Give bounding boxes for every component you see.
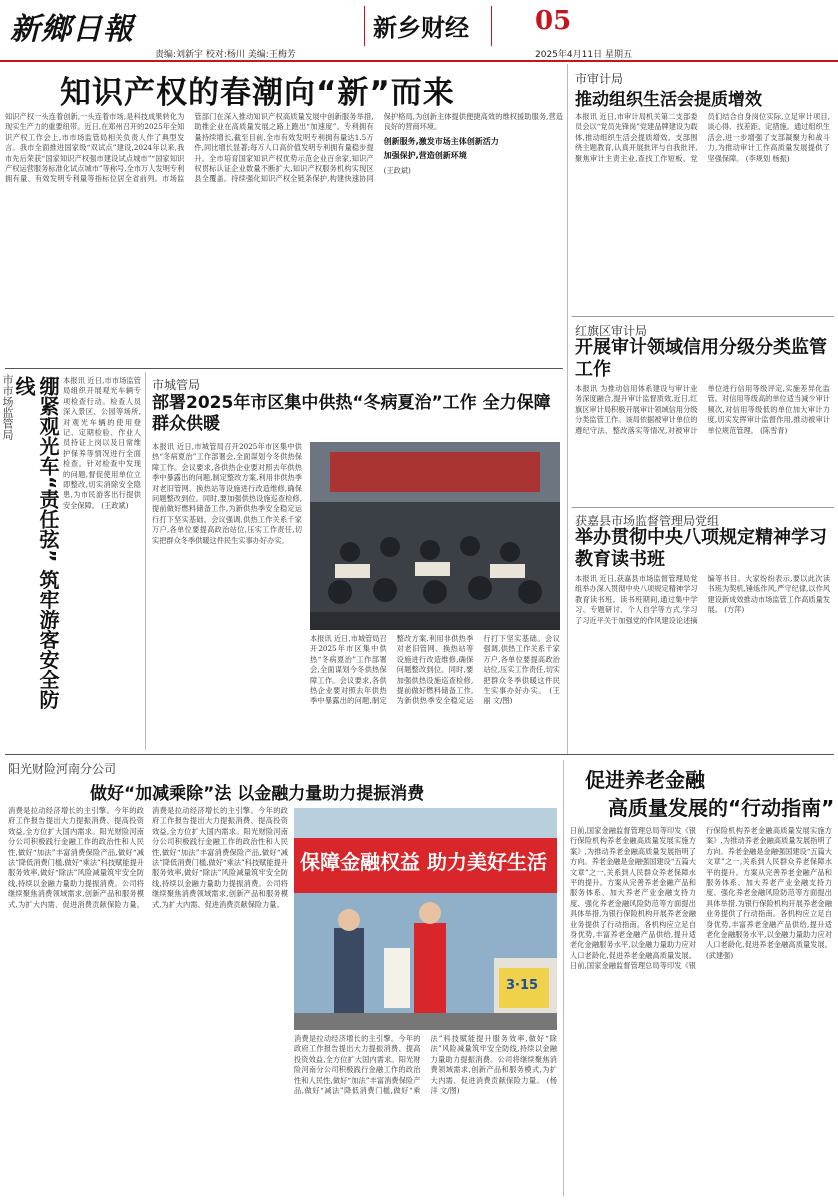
heating-article-cont (310, 634, 560, 744)
page-title: 新乡财经 (373, 14, 469, 42)
byline: (武建强) (706, 950, 734, 960)
lead-article (5, 112, 563, 364)
masthead-divider (364, 6, 365, 46)
section-rule (572, 507, 834, 508)
market-body: 本报讯 近日,获嘉县市场监督管理局党组举办深入贯彻中央八项规定精神学习教育读书班。读书班期间,通过集中学习、专题研讨、个人自学等方式,学习了习近平关于加强党的作风建设论述摘编等书目。大家纷纷表示,要以此次读书班为契机,锤炼作风,严守纪律,以作风建设新成效推动市场监管工作高质量发展。 (575, 574, 830, 625)
finance-body: 消费是拉动经济增长的主引擎。今年的政府工作报告提出大力提振消费、提高投资效益,全方位扩大国内需求。阳光财险河南分公司积极践行金融工作的政治性和人民性,做好“加法”丰富消费保险产品,做好“减法”降低消费门槛,做好“乘法”科技赋能提升服务效率,做好“除法”风险减量筑牢安全防线,持续以金融力量助力提振消费。公司将继续聚焦消费领域需求,创新产品和服务模式,为扩大内需、促进消费贡献保险力量。 (8, 806, 144, 909)
byline: (王政斌) (101, 500, 129, 510)
kicker: 获嘉县市场监督管理局党组 (575, 514, 720, 528)
column-rule (567, 64, 568, 754)
banner-text: 保障金融权益 助力美好生活 (300, 850, 547, 874)
finance-article-cont (294, 1034, 557, 1194)
page-number: 05 (535, 6, 572, 36)
heating-headline: 部署2025年市区集中供热“冬病夏治”工作 全力保障群众供暖 (152, 393, 551, 434)
column-rule (145, 372, 146, 750)
staff-credits: 责编:刘新宇 校对:杨川 美编:王梅芳 (155, 50, 296, 60)
byline: (王丽 文/图) (483, 686, 560, 706)
sightseeing-headline: 绷紧观光车“责任弦” 筑牢游客安全防线 (12, 376, 60, 710)
byline: (方萍) (724, 605, 745, 615)
byline: (陈雪青) (760, 425, 788, 435)
byline: (李规划 杨振) (745, 153, 790, 163)
finance-headline: 做好“加减乘除”法 以金融力量助力提振消费 (90, 784, 425, 804)
kicker: 市市场监管局 (1, 374, 14, 440)
plan-article (575, 112, 830, 312)
sightseeing-article (63, 376, 141, 736)
section-rule (5, 754, 834, 755)
audit-article (575, 384, 830, 502)
masthead-rule (0, 60, 838, 62)
byline: (王政斌) (383, 165, 411, 175)
sightseeing-body: 本报讯 近日,市市场监管局组织开展观光车辆专项检查行动。检查人员深入景区、公园等场所,对观光车辆的使用登记、定期检验、作业人员持证上岗以及日常维护保养等情况进行全面检查。针对检查中发现的问题,督促使用单位立即整改,切实消除安全隐患,为市民游客出行提供安全保障。 (63, 376, 141, 510)
lead-body: 知识产权一头连着创新,一头连着市场,是科技成果转化为现实生产力的重要纽带。近日,在郑州召开的2025年全知识产权工作会上,市市场监管局相关负责人作了典型发言。我市全面推进国家级“双试点”建设,2024年以来,我市先后荣获“国家知识产权强市建设试点城市”“国家知识产权运营服务标准化试点城市”等称号,全市万人发明专利拥有量、有效发明专利量等指标位居全省前列。市场监管部门在深入推动知识产权高质量发展中创新服务举措,助推企业在高质量发展之路上跑出“加速度”。专利拥有量持续增长,截至目前,全市有效发明专利拥有量达1.5万件,同比增长显著;每万人口高价值发明专利拥有量稳步提升。全市培育国家知识产权优势示范企业百余家,知识产权贯标认证企业数量不断扩大,知识产权服务机构实现区县全覆盖。持续强化知识产权全链条保护,构建快速协同保护格局,为创新主体提供便捷高效的维权援助服务,营造良好的营商环境。 (5, 112, 563, 184)
kicker: 红旗区审计局 (575, 324, 648, 338)
market-headline: 举办贯彻中央八项规定精神学习教育读书班 (575, 527, 827, 570)
market-article (575, 574, 830, 746)
pension-article (570, 826, 832, 1194)
newspaper-logo: 新鄉日報 (10, 12, 134, 47)
kicker: 市城管局 (152, 378, 201, 392)
audit-body: 本报讯 为推动信用体系建设与审计业务深度融合,提升审计监督质效,近日,红旗区审计局积极开展审计领域信用分级分类监管工作。该局依据被审计单位的遵纪守法、整改落实等情况,对被审计单位进行信用等级评定,实施差异化监管。对信用等级高的单位适当减少审计频次,对信用等级低的单位加大审计力度,切实发挥审计监督作用,推动被审计单位规范管理。 (575, 384, 830, 435)
banner-315: 3·15 (506, 978, 539, 993)
heating-body: 本报讯 近日,市城管局召开2025年市区集中供热“冬病夏治”工作部署会,全面谋划今冬供热保障工作。会议要求,各供热企业要对照去年供热季中暴露出的问题,制定整改方案,利用非供热季对老旧管网、换热站等设施进行改造维修,确保问题整改到位。同时,要加强供热设施巡查检修,提前做好燃料储备工作,为新供热季安全稳定运行打下坚实基础。会议强调,供热工作关系千家万户,各单位要提高政治站位,压实工作责任,切实把群众冬季供暖这件民生实事办好办实。 (310, 634, 560, 706)
audit-headline: 开展审计领域信用分级分类监管工作 (575, 337, 827, 380)
heating-body: 本报讯 近日,市城管局召开2025年市区集中供热“冬病夏治”工作部署会,全面谋划今冬供热保障工作。会议要求,各供热企业要对照去年供热季中暴露出的问题,制定整改方案,利用非供热季对老旧管网、换热站等设施进行改造维修,确保问题整改到位。同时,要加强供热设施巡查检修,提前做好燃料储备工作,为新供热季安全稳定运行打下坚实基础。会议强调,供热工作关系千家万户,各单位要提高政治站位,压实工作责任,切实把群众冬季供暖这件民生实事办好办实。 (152, 442, 302, 545)
masthead-divider (491, 6, 492, 46)
finance-body: 消费是拉动经济增长的主引擎。今年的政府工作报告提出大力提振消费、提高投资效益,全方位扩大国内需求。阳光财险河南分公司积极践行金融工作的政治性和人民性,做好“加法”丰富消费保险产品,做好“减法”降低消费门槛,做好“乘法”科技赋能提升服务效率,做好“除法”风险减量筑牢安全防线,持续以金融力量助力提振消费。公司将继续聚焦消费领域需求,创新产品和服务模式,为扩大内需、促进消费贡献保险力量。 (294, 1034, 557, 1096)
finance-article (8, 806, 288, 1196)
kicker: 阳光财险河南分公司 (8, 762, 117, 776)
section-rule (5, 368, 563, 369)
campaign-photo (294, 808, 557, 1030)
lead-headline: 知识产权的春潮向“新”而来 (60, 75, 455, 111)
column-rule (563, 760, 564, 1196)
lead-subheading: 创新服务,激发市场主体创新活力 (383, 136, 499, 146)
pension-headline: 高质量发展的“行动指南” (608, 796, 835, 820)
section-rule (572, 316, 834, 317)
pension-body: 日前,国家金融监督管理总局等印发《银行保险机构养老金融高质量发展实施方案》,为推动养老金融高质量发展指明了方向。养老金融是金融强国建设“五篇大文章”之一,关系到人民群众养老保障水平的提升。方案从完善养老金融产品和服务体系、加大养老产业金融支持力度、强化养老金融风险防范等方面提出具体举措,为银行保险机构开展养老金融业务提供了行动指南。各机构应立足自身优势,丰富养老金融产品供给,提升适老化金融服务水平,以金融力量助力应对人口老龄化,促进养老金融高质量发展。 (570, 826, 832, 971)
plan-body: 本报讯 近日,市审计局机关第二支部委员会以“党员先锋岗”党建品牌建设为载体,推动组织生活会提质增效。支部围绕主题教育,认真开展批评与自我批评,聚焦审计主责主业,查找工作短板。党员们结合自身岗位实际,立足审计项目,谈心得、找差距、定措施。通过组织生活会,进一步增强了支部凝聚力和战斗力,为推动审计工作高质量发展提供了坚强保障。 (575, 112, 830, 163)
lead-subheading: 加强保护,营造创新环境 (383, 151, 467, 161)
finance-body: 消费是拉动经济增长的主引擎。今年的政府工作报告提出大力提振消费、提高投资效益,全方位扩大国内需求。阳光财险河南分公司积极践行金融工作的政治性和人民性,做好“加法”丰富消费保险产品,做好“减法”降低消费门槛,做好“乘法”科技赋能提升服务效率,做好“除法”风险减量筑牢安全防线,持续以金融力量助力提振消费。公司将继续聚焦消费领域需求,创新产品和服务模式,为扩大内需、促进消费贡献保险力量。 (152, 806, 288, 909)
heating-article (152, 442, 302, 750)
pension-body: 日前,国家金融监督管理总局等印发《银行保险机构养老金融高质量发展实施方案》,为推动养老金融高质量发展指明了方向。养老金融是金融强国建设“五篇大文章”之一,关系到人民群众养老保障水平的提升。方案从完善养老金融产品和服务体系、加大养老产业金融支持力度、强化养老金融风险防范等方面提出具体举措,为银行保险机构开展养老金融业务提供了行动指南。各机构应立足自身优势,丰富养老金融产品供给,提升适老化金融服务水平,以金融力量助力应对人口老龄化,促进养老金融高质量发展。 (570, 826, 696, 960)
meeting-photo (310, 442, 560, 630)
plan-headline: 推动组织生活会提质增效 (575, 90, 762, 110)
pension-headline: 促进养老金融 (585, 768, 705, 792)
byline: (杨洋 文/图) (430, 1075, 557, 1096)
kicker: 市审计局 (575, 72, 624, 86)
issue-date: 2025年4月11日 星期五 (535, 50, 632, 60)
